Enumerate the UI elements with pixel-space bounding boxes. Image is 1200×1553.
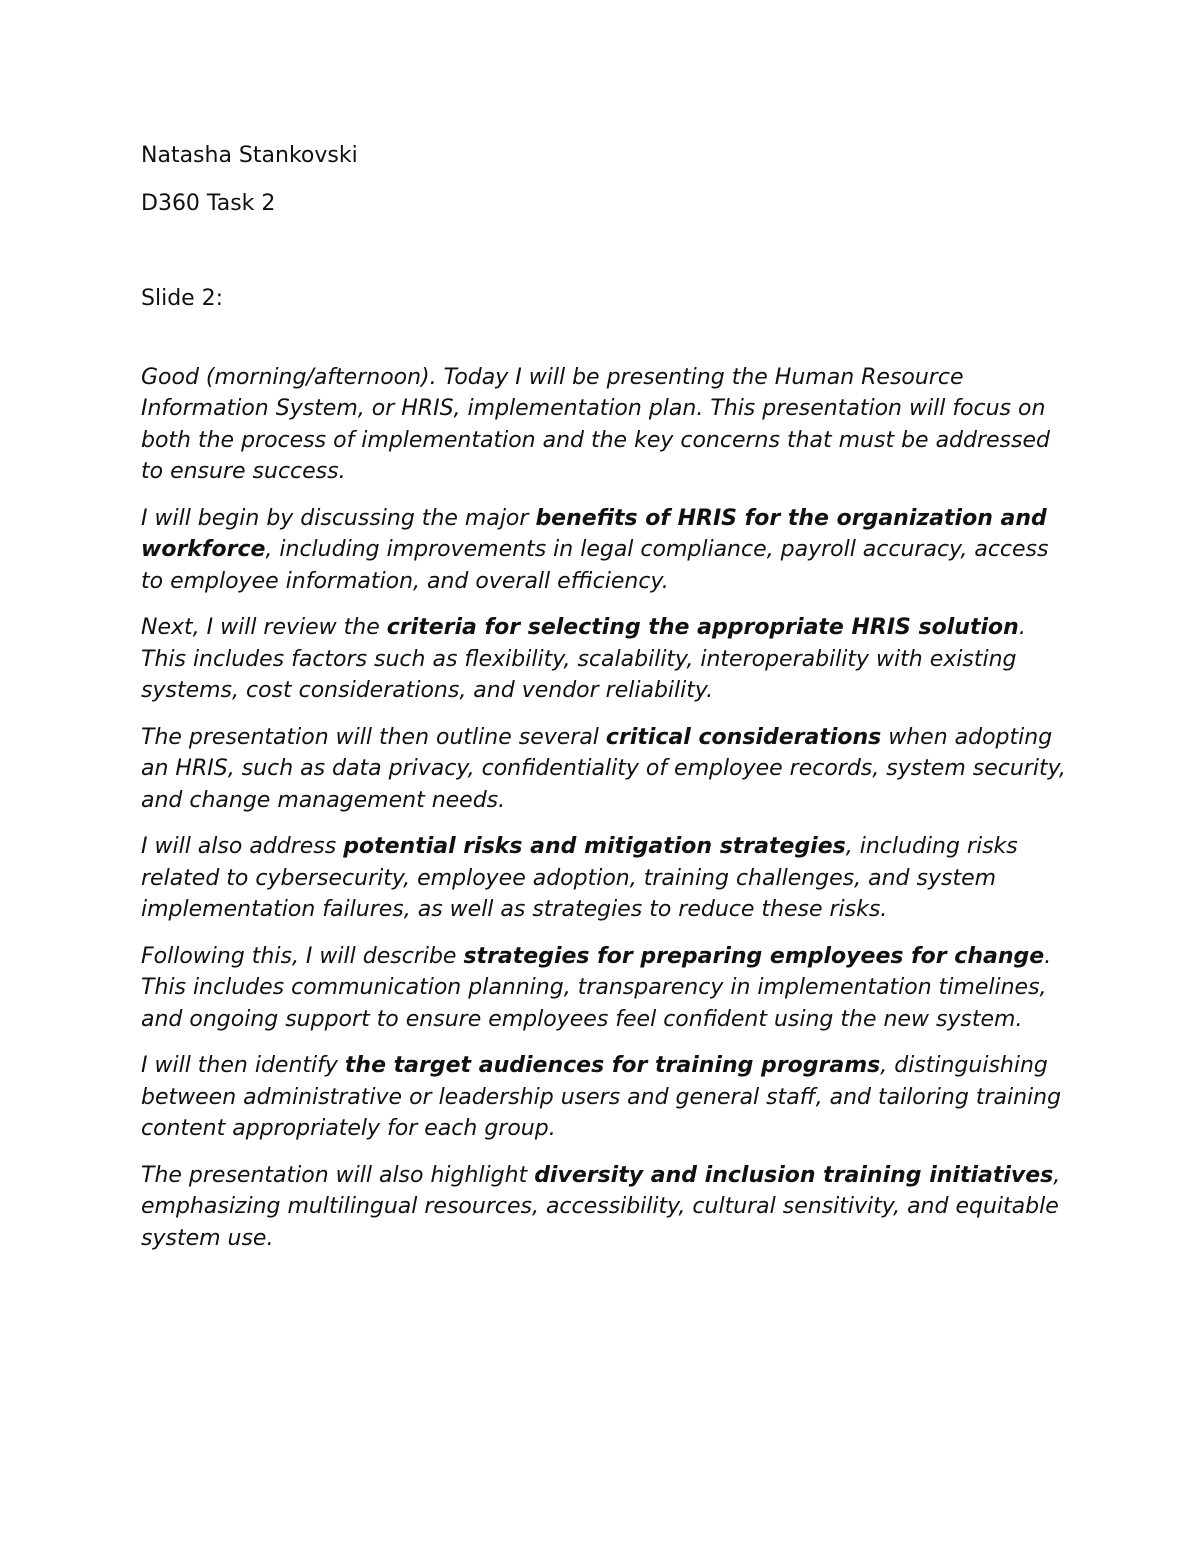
bold-phrase: the target audiences for training programs xyxy=(344,1053,881,1078)
paragraph xyxy=(141,1050,1066,1145)
task-title: D360 Task 2 xyxy=(141,190,276,216)
bold-phrase: strategies for preparing employees for change xyxy=(463,943,1045,969)
paragraph xyxy=(141,503,1066,598)
text-run: , emphasizing multilingual resources, accessibility, cultural sensitivity, and equitable system use. xyxy=(141,1162,1061,1251)
document-body xyxy=(141,362,1066,1255)
text-run: , including improvements in legal compliance, payroll accuracy, access to employee information, and overall efficiency. xyxy=(141,537,1049,594)
paragraph xyxy=(141,722,1066,817)
text-run: , distinguishing between administrative or leadership users and general staff, and tailoring training content appropriately for each group. xyxy=(141,1053,1062,1141)
bold-phrase: criteria for selecting the appropriate HRIS solution xyxy=(386,615,1019,640)
text-run: , including risks related to cybersecurity, employee adoption, training challenges, and system implementation failures, as well as strategies to reduce these risks. xyxy=(141,834,1018,922)
text-run: Next, I will review the xyxy=(141,615,387,640)
bold-phrase: critical considerations xyxy=(605,724,882,750)
text-run: I will also address xyxy=(141,834,344,859)
document-page xyxy=(141,140,1066,1269)
paragraph xyxy=(141,831,1066,926)
paragraph xyxy=(141,612,1066,707)
paragraph xyxy=(141,362,1066,488)
text-run: Good (morning/afternoon). Today I will be presenting the Human Resource Information System, or HRIS, implementation plan. This presentation will focus on both the process of implementation and the key concerns that must be addressed to ensure success. xyxy=(141,364,1050,484)
bold-phrase: diversity and inclusion training initiatives xyxy=(534,1162,1054,1188)
paragraph xyxy=(141,941,1066,1036)
text-run: . This includes factors such as flexibility, scalability, interoperability with existing systems, cost considerations, and vendor reliability. xyxy=(141,615,1026,703)
text-run: when adopting an HRIS, such as data privacy, confidentiality of employee records, system security, and change management needs. xyxy=(141,724,1066,813)
slide-label: Slide 2: xyxy=(141,286,224,311)
bold-phrase: benefits of HRIS for the organization and workforce xyxy=(141,505,1047,562)
text-run: The presentation will then outline several xyxy=(141,724,606,750)
text-run: I will then identify xyxy=(141,1053,345,1078)
bold-phrase: potential risks and mitigation strategies xyxy=(343,834,846,859)
text-run: The presentation will also highlight xyxy=(141,1162,535,1188)
text-run: Following this, I will describe xyxy=(141,943,464,969)
text-run: I will begin by discussing the major xyxy=(141,505,536,531)
text-run: . This includes communication planning, transparency in implementation timelines, and ongoing support to ensure employees feel confident using the new system. xyxy=(141,943,1052,1032)
paragraph xyxy=(141,1160,1066,1255)
author-name: Natasha Stankovski xyxy=(141,143,358,168)
